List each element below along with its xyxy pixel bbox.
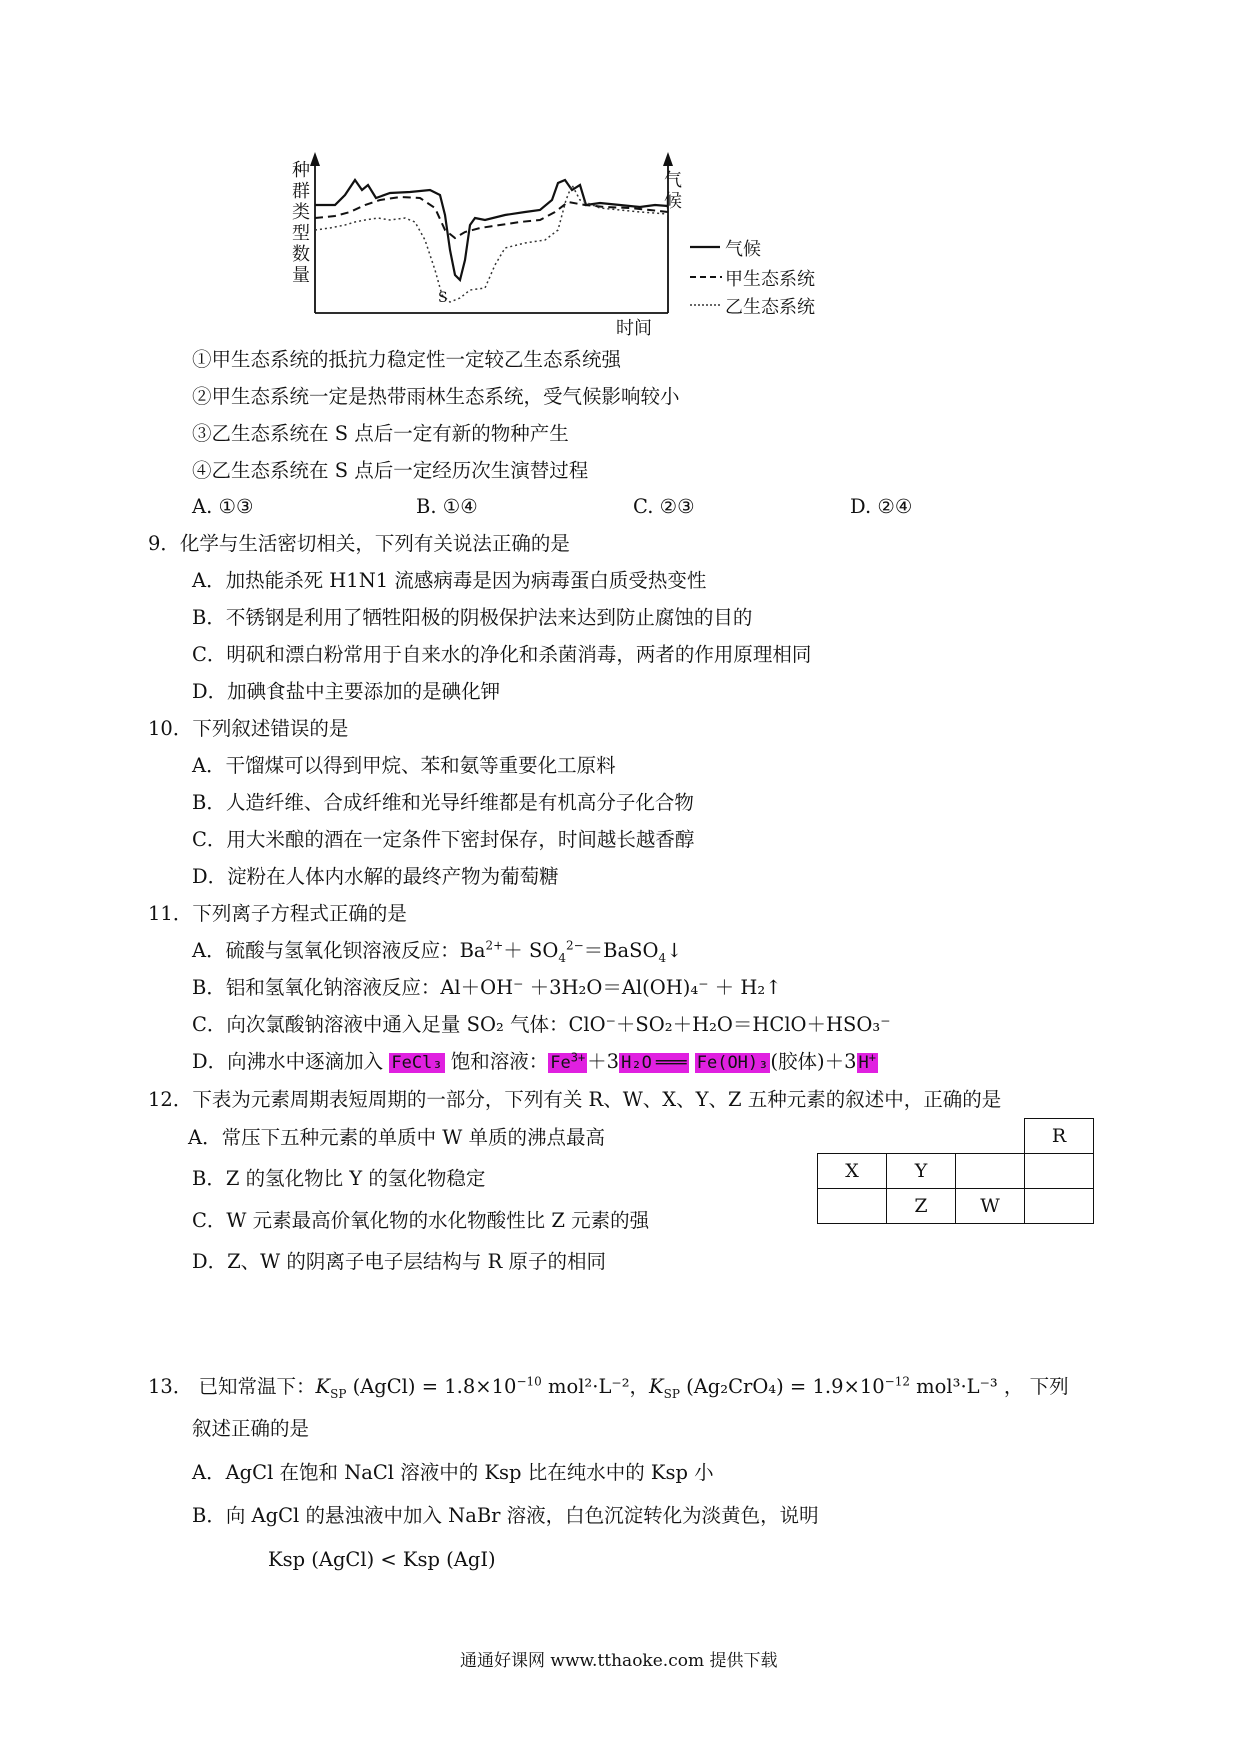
q11-option-d [192,1049,878,1076]
q11-d-fe: $Fe^{3+}$ [550,1050,586,1073]
legend-eco-a-label: 甲生态系统 [725,269,815,290]
q11-d-h2o: H₂O [621,1053,652,1073]
q13-option-b: B．向 AgCl 的悬浊液中加入 NaBr 溶液，白色沉淀转化为淡黄色，说明 [192,1504,819,1527]
q9-option-d: D．加碘食盐中主要添加的是碘化钾 [192,680,501,703]
q9-option-a: A．加热能杀死 H1N1 流感病毒是因为病毒蛋白质受热变性 [192,569,707,592]
q13-option-a: A．AgCl 在饱和 NaCl 溶液中的 Ksp 比在纯水中的 Ksp 小 [192,1461,714,1484]
q11-d-text-1: D．向沸水中逐滴加入 [192,1050,390,1073]
q11-a-charge-so4: 2− [565,938,584,953]
q13-stem-continued: 叙述正确的是 [192,1417,310,1440]
q8-option-b: B. ①④ [416,495,478,518]
q12-option-c: C．W 元素最高价氧化物的水化物酸性比 Z 元素的强 [192,1209,650,1232]
q8-statement-1: ①甲生态系统的抵抗力稳定性一定较乙生态系统强 [192,348,622,371]
q8-statement-3: ③乙生态系统在 S 点后一定有新的物种产生 [192,422,569,445]
legend-eco-b-label: 乙生态系统 [725,297,815,318]
q8-option-c: C. ②③ [633,495,695,518]
q13-stem-text: 13． 已知常温下： [148,1375,316,1398]
pt-cell-empty [818,1119,887,1154]
q13-ksp-ag2cro4-unit: mol³·L⁻³ ， 下列 [909,1375,1069,1398]
pt-cell-x: X [818,1154,887,1189]
q11-a-text-3: ＝BaSO [583,939,659,962]
q8-option-a: A. ①③ [192,495,254,518]
q12-option-a: A．常压下五种元素的单质中 W 单质的沸点最高 [188,1126,606,1149]
pt-cell-r: R [1025,1119,1094,1154]
q9-stem: 9．化学与生活密切相关，下列有关说法正确的是 [148,532,570,555]
q11-a-text-1: A．硫酸与氢氧化钡溶液反应：Ba [192,939,486,962]
chart-ylabel-left: 种群类型数量 [292,160,310,286]
q13-ksp-ag2cro4-exp: −12 [884,1374,910,1389]
pt-cell-y: Y [887,1154,956,1189]
q11-a-charge-ba: 2+ [485,938,504,953]
chart-ylabel-right: 气候 [664,170,682,212]
q13-ksp-agcl-exp: −10 [516,1374,542,1389]
q11-option-b: B．铝和氢氧化钠溶液反应：Al＋OH⁻ ＋3H₂O＝Al(OH)₄⁻ ＋ H₂↑ [192,976,782,999]
q11-d-plus3: ＋3 [587,1050,620,1073]
pt-cell-w: W [956,1189,1025,1224]
legend-climate-label: 气候 [725,239,761,260]
chart-point-label-s: S [438,290,448,306]
q12-stem: 12．下表为元素周期表短周期的一部分，下列有关 R、W、X、Y、Z 五种元素的叙述中，正确的是 [148,1088,1002,1111]
q11-d-h: H+ [858,1050,876,1073]
page-footer: 通通好课网 www.tthaoke.com 提供下载 [460,1651,778,1671]
chart-xlabel: 时间 [616,318,652,339]
q11-option-a: A．硫酸与氢氧化钡溶液反应：$Ba^{2+}+$ $SO_4^{2-}=BaSO_4↓$ [192,938,683,965]
q8-statement-2: ②甲生态系统一定是热带雨林生态系统，受气候影响较小 [192,385,680,408]
q13-stem: 13． 已知常温下：$K_{SP}$ (AgCl) = $1.8\times 10^{-10}$ mol²·L⁻²，$K_{SP}$ $(Ag_2CrO_4) = 1.9\times 10^{-12}$ mol³·L⁻³ ， 下列 [148,1374,1069,1401]
pt-cell-empty [956,1119,1025,1154]
q12-option-d: D．Z、W 的阴离子电子层结构与 R 原子的相同 [192,1250,607,1273]
q12-option-b: B．Z 的氢化物比 Y 的氢化物稳定 [192,1167,486,1190]
q13-option-b-continued: Ksp (AgCl) < Ksp (AgI) [268,1548,496,1571]
q11-d-heat-equals: ═══ [655,1053,687,1073]
q13-ksp-agcl: (AgCl) = 1.8×10 [352,1375,517,1398]
series-climate-line [315,180,668,280]
q11-a-sub-4b: 4 [658,950,667,965]
chart-y-axis-left-arrow [310,152,320,166]
pt-cell-blank [956,1154,1025,1189]
q11-d-colloid: (胶体)＋3 [770,1050,857,1073]
q11-d-feoh3: Fe(OH)₃ [696,1053,769,1073]
pt-cell-blank [1025,1154,1094,1189]
q11-a-sub-4: 4 [558,950,566,965]
q10-option-c: C．用大米酿的酒在一定条件下密封保存，时间越长越香醇 [192,828,695,851]
q9-option-b: B．不锈钢是利用了牺牲阳极的阴极保护法来达到防止腐蚀的目的 [192,606,753,629]
q8-statement-4: ④乙生态系统在 S 点后一定经历次生演替过程 [192,459,589,482]
q11-d-text-2: 饱和溶液： [444,1050,549,1073]
periodic-table-fragment [817,1118,1094,1224]
q13-ksp-agcl-unit: mol²·L⁻²， [541,1375,650,1398]
series-eco-b-line [315,185,668,302]
ecosystem-chart [290,150,850,350]
q10-option-a: A．干馏煤可以得到甲烷、苯和氨等重要化工原料 [192,754,616,777]
pt-cell-empty [887,1119,956,1154]
q11-option-c: C．向次氯酸钠溶液中通入足量 SO₂ 气体：ClO⁻＋SO₂＋H₂O＝HClO＋HSO₃⁻ [192,1013,891,1036]
pt-cell-blank [1025,1189,1094,1224]
q8-option-d: D. ②④ [850,495,913,518]
q10-option-d: D．淀粉在人体内水解的最终产物为葡萄糖 [192,865,559,888]
q10-option-b: B．人造纤维、合成纤维和光导纤维都是有机高分子化合物 [192,791,694,814]
q9-option-c: C．明矾和漂白粉常用于自来水的净化和杀菌消毒，两者的作用原理相同 [192,643,812,666]
q13-ksp-ag2cro4: (Ag₂CrO₄) = 1.9×10 [686,1375,885,1398]
q11-stem: 11．下列离子方程式正确的是 [148,902,407,925]
pt-cell-z: Z [887,1189,956,1224]
chart-plot [290,150,850,350]
q11-d-fecl3: FeCl₃ [391,1053,443,1073]
pt-cell-blank [818,1189,887,1224]
chart-y-axis-right-arrow [663,152,673,166]
q11-a-text-2: SO [522,939,559,962]
q10-stem: 10．下列叙述错误的是 [148,717,349,740]
